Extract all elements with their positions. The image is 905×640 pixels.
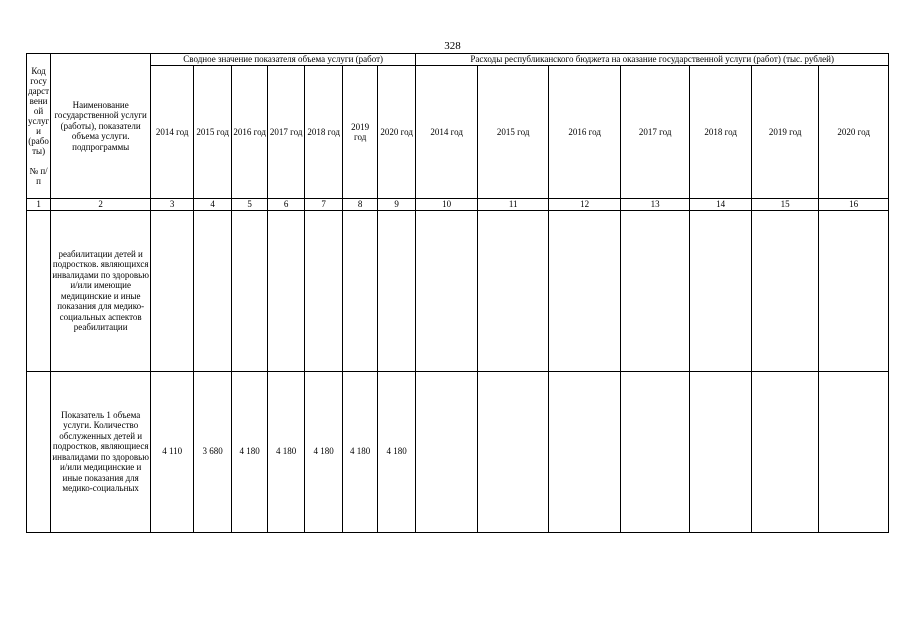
volume-cell: 3 680 [194,371,232,532]
column-number: 3 [151,199,194,211]
budget-cell [690,210,752,371]
column-number: 12 [549,199,621,211]
budget-year-header: 2017 год [621,66,690,199]
volume-year-header: 2014 год [151,66,194,199]
volume-year-header: 2016 год [232,66,268,199]
volume-year-header: 2019 год [343,66,378,199]
volume-year-header: 2018 год [305,66,343,199]
volume-cell [194,210,232,371]
volume-cell: 4 180 [343,371,378,532]
volume-cell [232,210,268,371]
budget-cell [752,210,819,371]
service-name-cell: Показатель 1 объема услуги. Количество обслуженных детей и подростков, являющиеся инвалидами по здоровью и/или медицинские и иные показания для медико-социальных [51,371,151,532]
budget-year-header: 2018 год [690,66,752,199]
column-number: 4 [194,199,232,211]
budget-cell [621,210,690,371]
budget-cell [752,371,819,532]
column-number: 14 [690,199,752,211]
name-column-header: Наименование государственной услуги (работы), показатели объема услуги. подпрограммы [51,54,151,199]
column-number: 16 [819,199,889,211]
volume-year-header: 2017 год [268,66,305,199]
volume-cell [151,210,194,371]
column-number: 8 [343,199,378,211]
volume-cell [343,210,378,371]
column-number: 1 [27,199,51,211]
budget-year-header: 2015 год [478,66,549,199]
column-number-row [27,199,889,211]
volume-cell: 4 180 [378,371,416,532]
column-number: 5 [232,199,268,211]
code-cell [27,210,51,371]
table-row [27,371,889,532]
budget-cell [478,210,549,371]
budget-year-header: 2014 год [416,66,478,199]
table-row [27,210,889,371]
service-name-cell: реабилитации детей и подростков. являющихся инвалидами по здоровью и/или имеющие медицинские и иные показания для медико-социальных аспектов реабилитации [51,210,151,371]
volume-cell: 4 110 [151,371,194,532]
volume-cell: 4 180 [305,371,343,532]
column-number: 2 [51,199,151,211]
volume-year-header: 2015 год [194,66,232,199]
budget-cell [621,371,690,532]
budget-group-header: Расходы республиканского бюджета на оказание государственной услуги (работ) (тыс. рублей) [416,54,889,66]
budget-cell [549,371,621,532]
budget-cell [819,371,889,532]
column-number: 7 [305,199,343,211]
code-cell [27,371,51,532]
budget-year-header: 2016 год [549,66,621,199]
budget-cell [478,371,549,532]
column-number: 9 [378,199,416,211]
volume-year-header: 2020 год [378,66,416,199]
services-table [26,53,889,533]
budget-year-header: 2019 год [752,66,819,199]
budget-cell [549,210,621,371]
column-number: 15 [752,199,819,211]
budget-cell [690,371,752,532]
page-number: 328 [444,40,461,52]
volume-cell [268,210,305,371]
volume-cell [305,210,343,371]
code-column-header: Код госу дарст вени ой услуг и (рабо ты) № п/п [27,54,51,199]
budget-cell [819,210,889,371]
budget-cell [416,371,478,532]
volume-group-header: Сводное значение показателя объема услуги (работ) [151,54,416,66]
column-number: 13 [621,199,690,211]
budget-cell [416,210,478,371]
column-number: 10 [416,199,478,211]
budget-year-header: 2020 год [819,66,889,199]
volume-cell: 4 180 [232,371,268,532]
volume-cell [378,210,416,371]
volume-cell: 4 180 [268,371,305,532]
column-number: 11 [478,199,549,211]
column-number: 6 [268,199,305,211]
